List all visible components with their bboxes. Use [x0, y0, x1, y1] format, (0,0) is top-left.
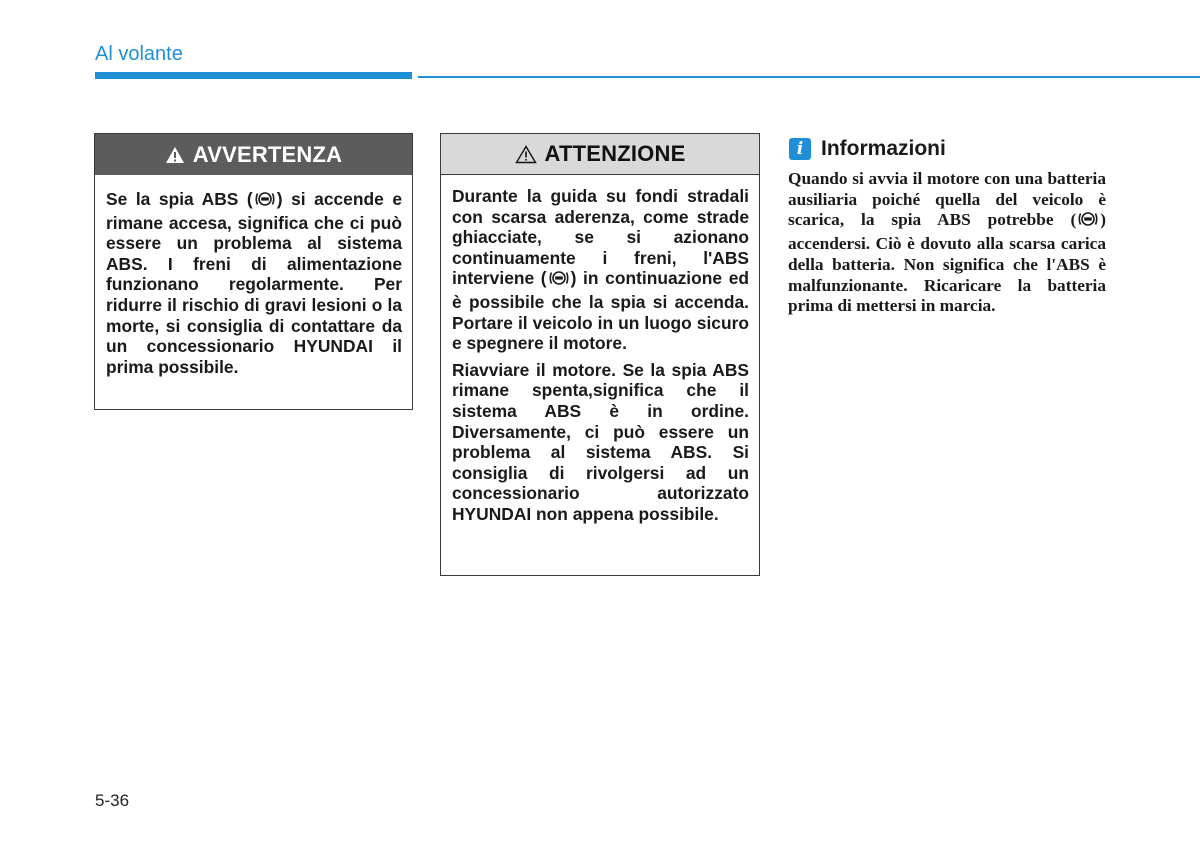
info-text-start: Quando si avvia il motore con una batteria ausiliaria poiché quella del veicolo è scarica, la spia ABS potrebbe (	[788, 169, 1106, 230]
abs-warning-light-icon	[1077, 210, 1099, 234]
warning-triangle-icon	[165, 146, 185, 164]
caution-title: ATTENZIONE	[544, 141, 686, 166]
warning-paragraph	[106, 189, 402, 377]
caution-header	[441, 134, 759, 175]
caution-text-start: Durante la guida su fondi stradali con scarsa aderenza, come strade ghiacciate, se si azionano continuamente i freni, l'ABS interviene (	[452, 186, 749, 289]
section-title: Al volante	[95, 43, 183, 65]
caution-paragraph-1	[452, 186, 749, 354]
caution-body	[441, 175, 759, 525]
info-text-end: ) accendersi. Ciò è dovuto alla scarsa carica della batteria. Non significa che l'ABS è malfunzionante. Ricaricare la batteria prima di mettersi in marcia.	[788, 210, 1106, 316]
header-rule-thick	[95, 72, 412, 79]
warning-text-start: Se la spia ABS (	[106, 189, 253, 209]
abs-warning-light-icon	[254, 190, 276, 213]
warning-body	[95, 175, 412, 377]
caution-box	[440, 133, 760, 576]
abs-warning-light-icon	[548, 269, 570, 292]
caution-triangle-icon	[515, 145, 537, 164]
info-body	[788, 169, 1106, 317]
info-title: Informazioni	[821, 137, 946, 160]
info-header	[789, 137, 946, 161]
caution-paragraph-2: Riavviare il motore. Se la spia ABS rimane spenta,significa che il sistema ABS è in ordine. Diversamente, ci può essere un problema al sistema ABS. Si consiglia di rivolgersi ad un concessionario autorizzato HYUNDAI non appena possibile.	[452, 359, 749, 524]
warning-title: AVVERTENZA	[192, 141, 343, 167]
warning-box	[94, 133, 413, 410]
warning-header	[95, 134, 412, 175]
page-number: 5-36	[95, 791, 130, 810]
header-rule-thin	[418, 76, 1200, 78]
caution-text-end: ) in continuazione ed è possibile che la spia si accenda. Portare il veicolo in un luogo sicuro e spegnere il motore.	[452, 268, 749, 354]
warning-text-end: ) si accende e rimane accesa, significa che ci può essere un problema al sistema ABS. I freni di alimentazione funzionano regolarmente. Per ridurre il rischio di gravi lesioni o la morte, si consiglia di contattare da un concessionario HYUNDAI il prima possibile.	[106, 189, 402, 377]
info-icon: i	[789, 138, 811, 160]
